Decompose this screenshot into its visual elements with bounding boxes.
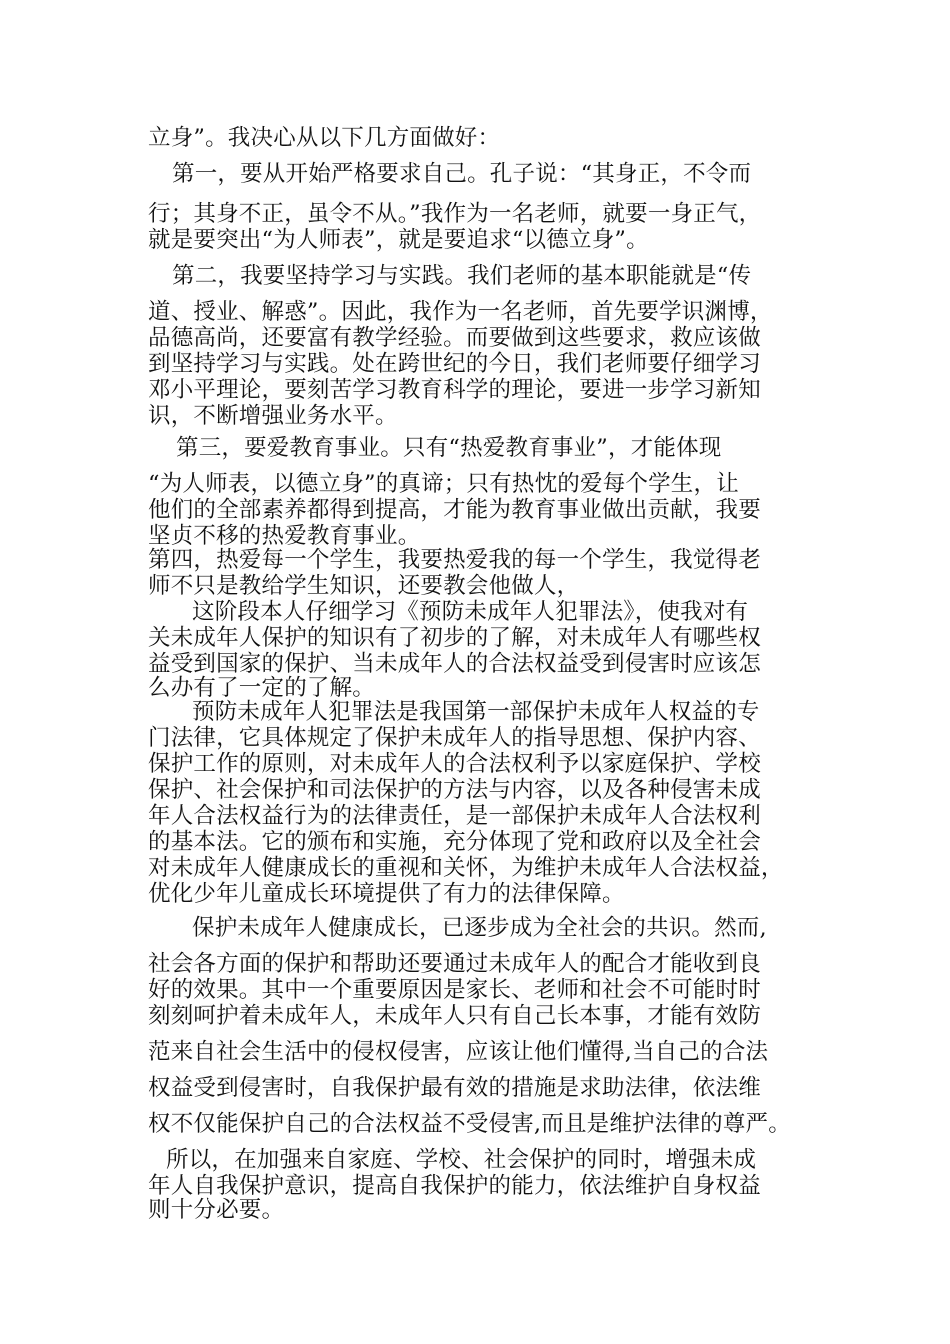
text-line: 权不仅能保护自己的合法权益不受侵害,而且是维护法律的尊严。: [148, 1111, 791, 1137]
text-line: 么办有了一定的了解。: [148, 675, 376, 701]
text-line: 益受到国家的保护、当未成年人的合法权益受到侵害时应该怎: [148, 651, 761, 677]
text-line: 保护、社会保护和司法保护的方法与内容，以及各种侵害未成: [148, 777, 761, 803]
text-line: 则十分必要。: [148, 1197, 285, 1223]
text-line: 品德高尚，还要富有教学经验。而要做到这些要求，救应该做: [148, 325, 761, 351]
text-line: 门法律，它具体规定了保护未成年人的指导思想、保护内容、: [148, 725, 761, 751]
text-line: 刻刻呵护着未成年人，未成年人只有自己长本事，才能有效防: [148, 1003, 761, 1029]
text-line: 这阶段本人仔细学习《预防未成年人犯罪法》，使我对有: [192, 599, 749, 625]
text-line: 社会各方面的保护和帮助还要通过未成年人的配合才能收到良: [148, 951, 761, 977]
text-line: 年人合法权益行为的法律责任，是一部保护未成年人合法权利: [148, 803, 761, 829]
text-line: 好的效果。其中一个重要原因是家长、老师和社会不可能时时: [148, 977, 761, 1003]
text-line: 范来自社会生活中的侵权侵害，应该让他们懂得,当自己的合法: [148, 1039, 769, 1065]
text-line: 第三，要爱教育事业。只有“热爱教育事业”，才能体现: [176, 435, 722, 461]
text-line: 对未成年人健康成长的重视和关怀，为维护未成年人合法权益，: [148, 855, 784, 881]
text-line: 权益受到侵害时，自我保护最有效的措施是求助法律，依法维: [148, 1075, 761, 1101]
text-line: “为人师表，以德立身”的真谛；只有热忱的爱每个学生，让: [148, 471, 739, 497]
text-line: 邓小平理论，要刻苦学习教育科学的理论，要进一步学习新知: [148, 377, 761, 403]
text-line: 行；其身不正，虽令不从。”我作为一名老师，就要一身正气，: [148, 201, 762, 227]
text-line: 师不只是教给学生知识，还要教会他做人，: [148, 573, 580, 599]
text-line: 预防未成年人犯罪法是我国第一部保护未成年人权益的专: [192, 699, 760, 725]
text-line: 优化少年儿童成长环境提供了有力的法律保障。: [148, 881, 625, 907]
text-line: 就是要突出“为人师表”，就是要追求“以德立身”。: [148, 227, 649, 253]
text-line: 他们的全部素养都得到提高，才能为教育事业做出贡献，我要: [148, 497, 761, 523]
text-line: 年人自我保护意识，提高自我保护的能力，依法维护自身权益: [148, 1173, 761, 1199]
text-line: 第四，热爱每一个学生，我要热爱我的每一个学生，我觉得老: [148, 547, 761, 573]
text-line: 保护工作的原则，对未成年人的合法权利予以家庭保护、学校: [148, 751, 761, 777]
text-line: 识，不断增强业务水平。: [148, 403, 398, 429]
text-line: 第一，要从开始严格要求自己。孔子说：“其身正，不令而: [172, 161, 752, 187]
text-line: 所以，在加强来自家庭、学校、社会保护的同时，增强未成: [166, 1147, 757, 1173]
text-line: 道、授业、解惑”。因此，我作为一名老师，首先要学识渊博，: [148, 299, 773, 325]
text-line: 第二，我要坚持学习与实践。我们老师的基本职能就是“传: [172, 263, 752, 289]
text-line: 坚贞不移的热爱教育事业。: [148, 523, 421, 549]
text-line: 立身”。我决心从以下几方面做好：: [148, 125, 501, 151]
text-line: 的基本法。它的颁布和实施，充分体现了党和政府以及全社会: [148, 829, 761, 855]
text-line: 保护未成年人健康成长，已逐步成为全社会的共识。然而,: [192, 915, 767, 941]
text-line: 关未成年人保护的知识有了初步的了解，对未成年人有哪些权: [148, 625, 761, 651]
text-line: 到坚持学习与实践。处在跨世纪的今日，我们老师要仔细学习: [148, 351, 761, 377]
